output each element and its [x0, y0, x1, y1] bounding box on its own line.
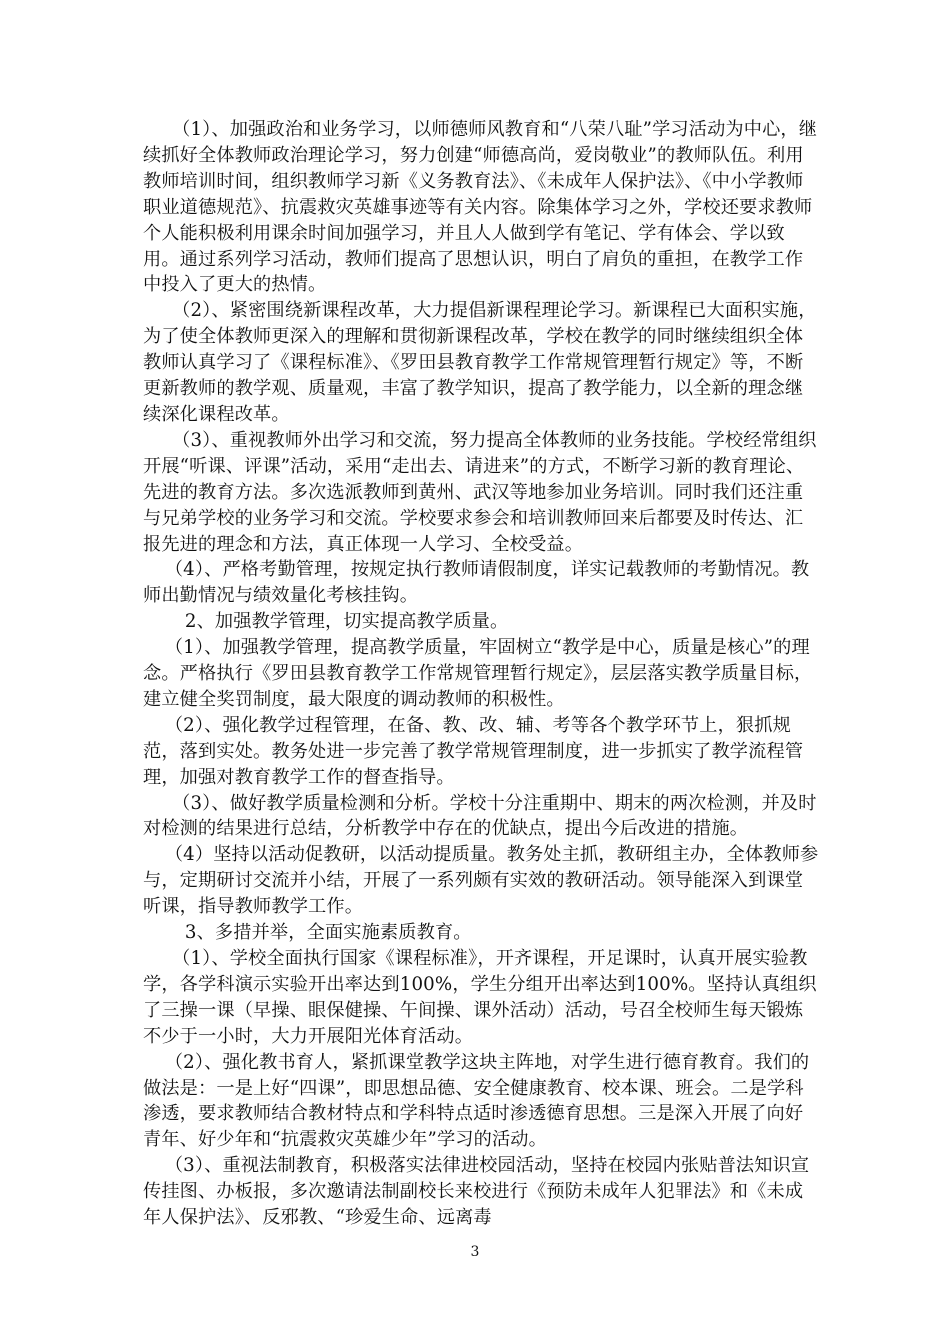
paragraph-1-4: （4）、严格考勤管理，按规定执行教师请假制度，详实记载教师的考勤情况。教师出勤情况与绩效量化考核挂钩。	[143, 559, 810, 607]
paragraph-2-2: （2）、强化教学过程管理，在备、教、改、辅、考等各个教学环节上，狠抓规范，落到实处。教务处进一步完善了教学常规管理制度，进一步抓实了教学流程管理，加强对教育教学工作的督查指导。	[143, 714, 804, 788]
paragraph-1-3: （3）、重视教师外出学习和交流，努力提高全体教师的业务技能。学校经常组织开展“听课、评课”活动，采用“走出去、请进来”的方式，不断学习新的教育理论、先进的教育方法。多次选派教师到黄州、武汉等地参加业务培训。同时我们还注重与兄弟学校的业务学习和交流。学校要求参会和培训教师回来后都要及时传达、汇报先进的理念和方法，真正体现一人学习、全校受益。	[143, 429, 817, 555]
paragraph-1-2: （2）、紧密围绕新课程改革，大力提倡新课程理论学习。新课程已大面积实施，为了使全体教师更深入的理解和贯彻新课程改革，学校在教学的同时继续组织全体教师认真学习了《课程标准》、《罗田县教育教学工作常规管理暂行规定》等，不断更新教师的教学观、质量观，丰富了教学知识，提高了教学能力，以全新的理念继续深化课程改革。	[143, 300, 817, 425]
paragraph-3-1: （1）、学校全面执行国家《课程标准》，开齐课程，开足课时，认真开展实验教学，各学科演示实验开出率达到100%，学生分组开出率达到100%。坚持认真组织了三操一课（早操、眼保健操、午间操、课外活动）活动，号召全校师生每天锻炼不少于一小时，大力开展阳光体育活动。	[143, 948, 817, 1047]
paragraph-2-1: （1）、加强教学管理，提高教学质量，牢固树立“教学是中心，质量是核心”的理念。严格执行《罗田县教育教学工作常规管理暂行规定》，层层落实教学质量目标，建立健全奖罚制度，最大限度的调动教师的积极性。	[143, 637, 813, 710]
paragraph-1-1: （1）、加强政治和业务学习，以师德师风教育和“八荣八耻”学习活动为中心，继续抓好全体教师政治理论学习，努力创建“师德高尚，爱岗敬业”的教师队伍。利用教师培训时间，组织教师学习新《义务教育法》、《未成年人保护法》、《中小学教师职业道德规范》、抗震救灾英雄事迹等有关内容。除集体学习之外，学校还要求教师个人能积极利用课余时间加强学习，并且人人做到学有笔记、学有体会、学以致用。通过系列学习活动，教师们提高了思想认识，明白了肩负的重担，在教学工作中投入了更大的热情。	[143, 119, 818, 296]
paragraph-2-3: （3）、做好教学质量检测和分析。学校十分注重期中、期末的两次检测，并及时对检测的结果进行总结，分析教学中存在的优缺点，提出今后改进的措施。	[143, 792, 817, 840]
paragraph-3-3: （3）、重视法制教育，积极落实法律进校园活动，坚持在校园内张贴普法知识宣传挂图、办板报，多次邀请法制副校长来校进行《预防未成年人犯罪法》和《未成年人保护法》、反邪教、“珍爱生命、远离毒	[143, 1155, 810, 1229]
page-number: 3	[470, 1244, 480, 1260]
paragraph-3-2: （2）、强化教书育人，紧抓课堂教学这块主阵地，对学生进行德育教育。我们的做法是：一是上好“四课”，即思想品德、安全健康教育、校本课、班会。二是学科渗透，要求教师结合教材特点和学科特点适时渗透德育思想。三是深入开展了向好青年、好少年和“抗震救灾英雄少年”学习的活动。	[143, 1051, 810, 1151]
body-text	[143, 117, 819, 1231]
section-heading-2: 2、加强教学管理，切实提高教学质量。	[184, 611, 509, 633]
paragraph-2-4: （4）坚持以活动促教研，以活动提质量。教务处主抓，教研组主办，全体教师参与，定期研讨交流并小结，开展了一系列颇有实效的教研活动。领导能深入到课堂听课，指导教师教学工作。	[143, 844, 819, 918]
section-heading-3: 3、多措并举，全面实施素质教育。	[184, 922, 472, 944]
